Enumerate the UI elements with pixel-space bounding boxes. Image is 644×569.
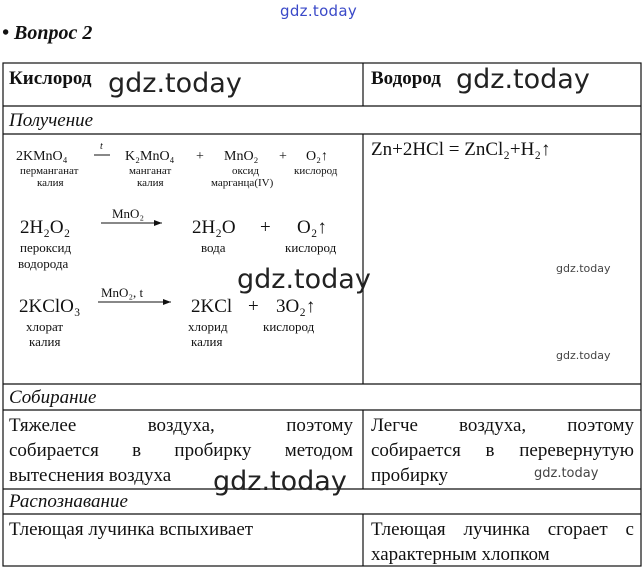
watermark: gdz.today — [213, 466, 347, 497]
watermark: gdz.today — [108, 68, 242, 99]
r1-product3: O₂↑ — [306, 149, 328, 164]
r2-product2-name: кислород — [285, 240, 337, 255]
section-label-obtaining: Получение — [9, 110, 94, 131]
r2-arrow-head — [154, 220, 162, 226]
watermark: gdz.today — [534, 466, 599, 481]
section-label-collecting: Собирание — [9, 387, 97, 408]
r3-reactant: 2KClO₃ — [19, 296, 81, 317]
question-heading: • Вопрос 2 — [2, 22, 93, 44]
column-header-hydrogen: Водород — [371, 68, 441, 89]
r1-product1-name-2: калия — [137, 177, 164, 189]
r1-product2-name-1: оксид — [232, 165, 259, 177]
r3-product1: 2KCl — [191, 296, 233, 317]
r2-reactant: 2H₂O₂ — [20, 217, 71, 238]
r1-product1: K₂MnO₄ — [125, 149, 175, 164]
hydrogen-equation: Zn+2HCl = ZnCl₂+H₂↑ — [371, 139, 551, 160]
hydrogen-recognition — [371, 517, 634, 567]
r3-reactant-name-2: калия — [29, 334, 61, 349]
r2-product1-name: вода — [201, 240, 226, 255]
r2-product1: 2H₂O — [192, 217, 236, 238]
oxygen-recognition: Тлеющая лучинка вспыхивает — [9, 519, 254, 540]
r3-arrow-head — [163, 299, 171, 305]
hydrogen-recognition-line-1: Тлеющая лучинка сгорает с — [371, 519, 634, 540]
r3-plus: + — [248, 296, 259, 317]
r3-product1-name-2: калия — [191, 334, 223, 349]
watermark-top: gdz.today — [280, 2, 358, 20]
r1-product2: MnO₂ — [224, 149, 259, 164]
hydrogen-collecting-line-2: собирается в перевернутую — [371, 440, 634, 461]
watermark: gdz.today — [456, 64, 590, 95]
oxygen-collecting-line-1: Тяжелее воздуха, поэтому — [9, 415, 353, 436]
r1-reactant-name-1: перманганат — [20, 165, 79, 177]
oxygen-reactions — [4, 135, 362, 383]
oxygen-collecting-line-2: собирается в пробирку методом — [9, 440, 353, 461]
r3-product1-name-1: хлорид — [188, 319, 228, 334]
hydrogen-collecting-line-3: пробирку — [371, 465, 448, 486]
oxygen-collecting-line-3: вытеснения воздуха — [9, 465, 172, 486]
r1-plus2: + — [279, 149, 287, 164]
hydrogen-recognition-line-2: характерным хлопком — [371, 544, 550, 565]
reaction-1 — [16, 141, 338, 189]
r3-product2: 3O₂↑ — [276, 296, 316, 317]
r1-reactant-name-2: калия — [37, 177, 64, 189]
r3-condition: MnO₂, t — [101, 285, 144, 300]
r2-plus: + — [260, 217, 271, 238]
section-label-recognition: Распознавание — [9, 491, 128, 512]
column-header-oxygen: Кислород — [9, 68, 92, 89]
r1-condition: t — [100, 141, 103, 152]
watermark: gdz.today — [556, 262, 611, 275]
r1-product3-name: кислород — [294, 165, 338, 177]
r2-condition: MnO₂ — [112, 206, 144, 221]
r2-product2: O₂↑ — [297, 217, 327, 238]
r3-reactant-name-1: хлорат — [26, 319, 64, 334]
hydrogen-collecting-line-1: Легче воздуха, поэтому — [371, 415, 634, 436]
r1-plus1: + — [196, 149, 204, 164]
r1-reactant: 2KMnO₄ — [16, 149, 68, 164]
r3-product2-name: кислород — [263, 319, 315, 334]
reaction-2 — [18, 206, 337, 271]
r1-product2-name-2: марганца(IV) — [211, 177, 274, 189]
watermark: gdz.today — [237, 264, 371, 295]
r2-reactant-name-1: пероксид — [20, 240, 72, 255]
watermark: gdz.today — [556, 349, 611, 362]
r2-reactant-name-2: водорода — [18, 256, 69, 271]
r1-product1-name-1: манганат — [129, 165, 172, 177]
